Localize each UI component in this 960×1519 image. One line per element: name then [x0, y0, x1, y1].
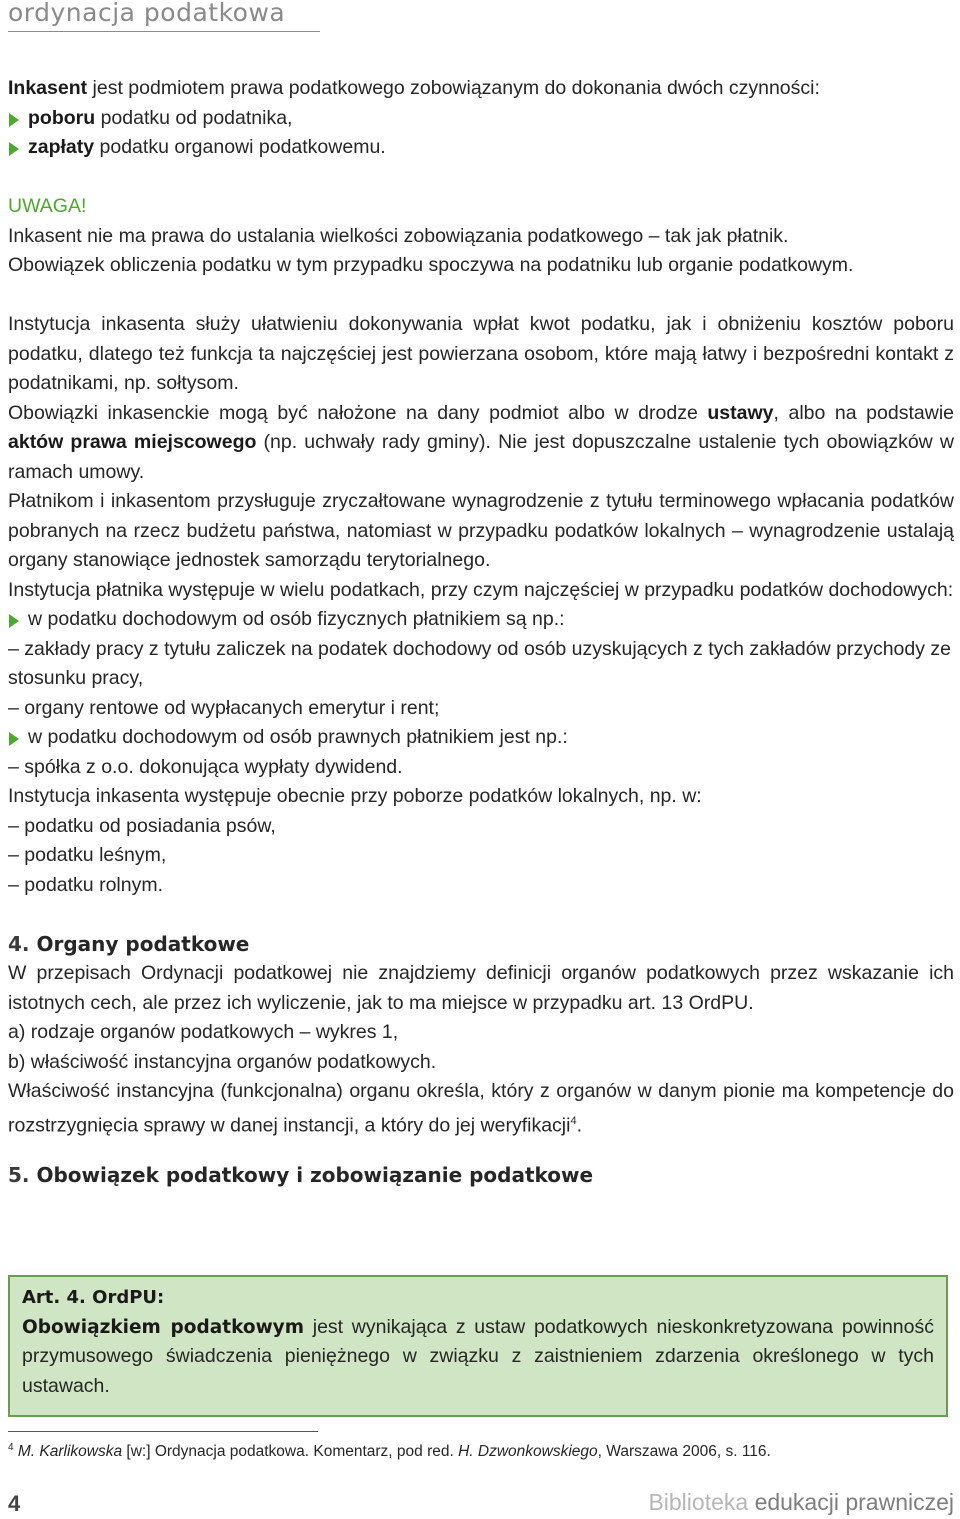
bold-run: aktów prawa miejscowego — [8, 431, 257, 453]
dash-item: – spółka z o.o. dokonująca wypłaty dywidend. — [8, 755, 403, 778]
section-number: 4. — [8, 931, 30, 956]
bullet-bold: zapłaty — [28, 136, 95, 158]
defined-term: Obowiązkiem podatkowym — [22, 1316, 305, 1338]
definition-box — [8, 1275, 948, 1417]
bullet-text: podatku od podatnika, — [95, 106, 293, 129]
paragraph: Instytucja inkasenta występuje obecnie przy poborze podatków lokalnych, np. w: — [8, 785, 702, 807]
section-heading — [8, 1161, 954, 1191]
section-heading — [8, 930, 954, 960]
intro-term: Inkasent — [8, 77, 88, 99]
bullet-item: w podatku dochodowym od osób prawnych płatnikiem jest np.: — [8, 723, 954, 753]
header-title: ordynacja podatkowa — [8, 0, 286, 27]
bullet-bold: poboru — [28, 106, 96, 129]
bullet-text: podatku organowi podatkowemu. — [94, 136, 386, 158]
list-line: a) rodzaje organów podatkowych – wykres 1, — [8, 1021, 399, 1043]
footnote-ref: 4 — [570, 1114, 577, 1127]
intro-paragraph — [8, 74, 954, 104]
spacer — [8, 900, 954, 930]
main-content — [8, 74, 954, 1190]
series-name-part: Biblioteka — [648, 1489, 755, 1515]
bullet-item — [8, 133, 954, 163]
paragraph: Płatnikom i inkasentom przysługuje zryczałtowane wynagrodzenie z tytułu terminowego wpłacania podatków pobranych na rzecz budżetu państwa, natomiast w przypadku podatków lokalnych – wynagrodzenie ustalają organy stanowiące jednostek samorządu terytorialnego. — [8, 490, 954, 571]
section-title: Organy podatkowe — [36, 931, 250, 956]
footnote-text: , Warszawa 2006, s. 116. — [597, 1443, 771, 1461]
dash-item: – zakłady pracy z tytułu zaliczek na podatek dochodowy od osób uzyskujących z tych zakładów przychody ze stosunku pracy, — [8, 637, 951, 689]
section-title: Obowiązek podatkowy i zobowiązanie podatkowe — [36, 1162, 594, 1187]
spacer — [8, 1141, 954, 1161]
spacer — [8, 281, 954, 311]
paragraph: W przepisach Ordynacji podatkowej nie znajdziemy definicji organów podatkowych przez wskazanie ich istotnych cech, ale przez ich wyliczenie, jak to ma miejsce w przypadku art. 13 OrdPU. — [8, 962, 954, 1014]
page-number: 4 — [8, 1491, 21, 1516]
text-run: . — [576, 1114, 583, 1136]
footnote-editor: H. Dzwonkowskiego — [458, 1443, 598, 1461]
warning-label: UWAGA! — [8, 195, 87, 217]
bullet-item — [8, 104, 954, 134]
spacer — [8, 163, 954, 193]
text-run: Właściwość instancyjna (funkcjonalna) organu określa, który z organów w danym pionie ma kompetencje do rozstrzygnięcia sprawy w danej instancji, a który do jej weryfikacji — [8, 1080, 954, 1136]
bold-run: ustawy — [707, 401, 774, 424]
dash-item: – podatku leśnym, — [8, 844, 167, 866]
article-reference: Art. 4. OrdPU: — [22, 1287, 165, 1308]
paragraph — [8, 399, 954, 488]
footnote-divider — [8, 1431, 318, 1432]
definition-text — [22, 1313, 934, 1402]
text-run: (np. uchwały rady gminy). Nie jest dopuszczalne ustalenie tych obowiązków w ramach umowy. — [8, 431, 954, 483]
list-line: b) właściwość instancyjna organów podatkowych. — [8, 1050, 437, 1073]
footnote — [8, 1437, 771, 1463]
dash-item: – podatku rolnym. — [8, 873, 164, 896]
warning-line: Inkasent nie ma prawa do ustalania wielkości zobowiązania podatkowego – tak jak płatnik. — [8, 224, 789, 247]
footnote-number: 4 — [8, 1442, 14, 1453]
intro-text: jest podmiotem prawa podatkowego zobowiązanym do dokonania dwóch czynności: — [87, 77, 820, 99]
running-header — [8, 0, 320, 32]
paragraph — [8, 1077, 954, 1141]
series-name-accent: edukacji prawniczej — [754, 1489, 954, 1515]
warning-line: Obowiązek obliczenia podatku w tym przypadku spoczywa na podatniku lub organie podatkowym. — [8, 254, 854, 276]
section-number: 5. — [8, 1162, 30, 1187]
paragraph: Instytucja inkasenta służy ułatwieniu dokonywania wpłat kwot podatku, jak i obniżeniu kosztów poboru podatku, dlatego też funkcja ta najczęściej jest powierzana osobom, które mają łatwy i bezpośredni kontakt z podatnikami, np. sołtysom. — [8, 313, 954, 394]
footnote-author: M. Karlikowska — [17, 1443, 123, 1461]
dash-item: – organy rentowe od wypłacanych emerytur i rent; — [8, 696, 440, 719]
text-run: Obowiązki inkasenckie mogą być nałożone na dany podmiot albo w drodze — [8, 401, 708, 424]
series-name — [648, 1489, 954, 1516]
footnote-text: [w:] Ordynacja podatkowa. Komentarz, pod red. — [122, 1443, 459, 1461]
dash-item: – podatku od posiadania psów, — [8, 814, 276, 837]
text-run: , albo na podstawie — [773, 401, 954, 424]
paragraph: Instytucja płatnika występuje w wielu podatkach, przy czym najczęściej w przypadku podatków dochodowych: — [8, 578, 954, 601]
definition-body: jest wynikająca z ustaw podatkowych nieskonkretyzowana powinność przymusowego świadczenia pieniężnego w związku z zaistnieniem zdarzenia określonego w tych ustawach. — [22, 1315, 934, 1397]
bullet-item: w podatku dochodowym od osób fizycznych płatnikiem są np.: — [8, 605, 954, 635]
